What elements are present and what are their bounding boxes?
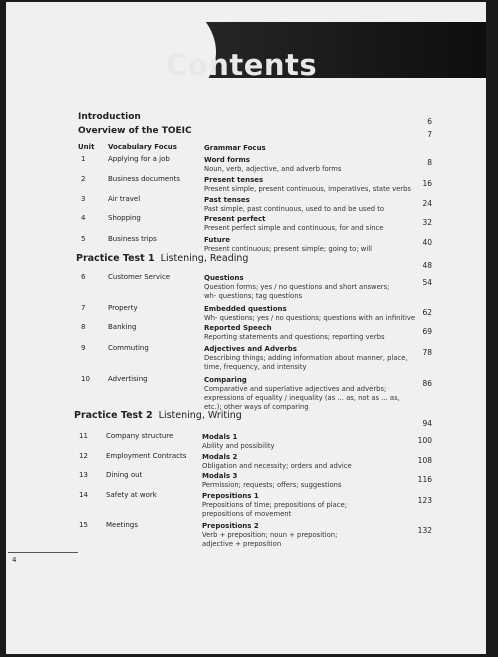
vocab-focus: Shopping: [108, 214, 141, 222]
page-number: 116: [417, 475, 432, 484]
grammar-description: Past simple, past continuous, used to and be used to: [204, 205, 385, 213]
grammar-description: Wh- questions; yes / no questions; questions with an infinitive: [204, 314, 416, 322]
practice-test-skills: Listening, Reading: [160, 253, 249, 264]
grammar-topic: Present tenses: [204, 176, 264, 184]
vocab-focus: Business documents: [108, 175, 181, 183]
unit-number: 5: [81, 235, 86, 243]
column-header-vocab: Vocabulary Focus: [108, 143, 177, 151]
grammar-description: Ability and possibility: [202, 442, 275, 450]
page-number: 86: [422, 379, 432, 388]
vocab-focus: Banking: [108, 323, 137, 331]
page-number: 100: [417, 436, 432, 445]
vocab-focus: Meetings: [106, 521, 138, 529]
column-header-unit: Unit: [78, 143, 95, 151]
practice-test-label: Practice Test 2: [74, 410, 153, 421]
grammar-topic: Embedded questions: [204, 305, 287, 313]
page-number: 78: [422, 348, 432, 357]
unit-number: 8: [81, 323, 86, 331]
unit-number: 11: [79, 432, 88, 440]
grammar-description: etc.); other ways of comparing: [204, 403, 309, 411]
grammar-topic: Modals 2: [202, 453, 238, 461]
page-number: 54: [422, 278, 432, 287]
page-number: 48: [422, 261, 432, 270]
grammar-description: Noun, verb, adjective, and adverb forms: [204, 165, 342, 173]
grammar-topic: Word forms: [204, 156, 250, 164]
page-number: 32: [422, 218, 432, 227]
unit-number: 12: [79, 452, 88, 460]
grammar-description: wh- questions; tag questions: [204, 292, 303, 300]
grammar-topic: Reported Speech: [204, 324, 272, 332]
vocab-focus: Dining out: [106, 471, 143, 479]
page-title: Contents: [166, 48, 318, 82]
unit-number: 7: [81, 304, 86, 312]
unit-number: 14: [79, 491, 88, 499]
unit-number: 10: [81, 375, 90, 383]
grammar-description: Reporting statements and questions; reporting verbs: [204, 333, 385, 341]
grammar-description: Question forms; yes / no questions and short answers;: [204, 283, 390, 291]
unit-number: 13: [79, 471, 88, 479]
page-number: 7: [427, 130, 432, 139]
page-number: 40: [422, 238, 432, 247]
page-number: 123: [417, 496, 432, 505]
vocab-focus: Applying for a job: [108, 155, 170, 163]
column-header-grammar: Grammar Focus: [204, 144, 266, 152]
grammar-description: expressions of equality / inequality (as ... as, not as ... as,: [204, 394, 400, 402]
page-number: 62: [422, 308, 432, 317]
practice-test-skills: Listening, Writing: [158, 410, 242, 421]
unit-number: 6: [81, 273, 86, 281]
page-number: 108: [417, 456, 432, 465]
grammar-topic: Modals 3: [202, 472, 238, 480]
practice-test-label: Practice Test 1: [76, 253, 155, 264]
unit-number: 4: [81, 214, 86, 222]
vocab-focus: Business trips: [108, 235, 157, 243]
grammar-description: time, frequency, and intensity: [204, 363, 307, 371]
grammar-description: Comparative and superlative adjectives and adverbs;: [204, 385, 387, 393]
vocab-focus: Property: [108, 304, 138, 312]
vocab-focus: Company structure: [106, 432, 174, 440]
page-number: 69: [422, 327, 432, 336]
grammar-description: Present simple, present continuous, imperatives, state verbs: [204, 185, 411, 193]
vocab-focus: Customer Service: [108, 273, 171, 281]
page-number: 24: [422, 199, 432, 208]
grammar-description: prepositions of movement: [202, 510, 292, 518]
grammar-description: Present perfect simple and continuous, for and since: [204, 224, 384, 232]
practice-test-heading: [76, 254, 248, 263]
grammar-description: Permission; requests; offers; suggestions: [202, 481, 342, 489]
vocab-focus: Air travel: [108, 195, 141, 203]
document-page: [6, 2, 486, 654]
unit-number: 1: [81, 155, 86, 163]
grammar-description: adjective + preposition: [202, 540, 282, 548]
vocab-focus: Safety at work: [106, 491, 157, 499]
practice-test-heading: [74, 411, 242, 420]
unit-number: 3: [81, 195, 86, 203]
unit-number: 9: [81, 344, 86, 352]
page-number: 8: [427, 158, 432, 167]
grammar-description: Prepositions of time; prepositions of place;: [202, 501, 348, 509]
unit-number: 2: [81, 175, 86, 183]
grammar-description: Verb + preposition; noun + preposition;: [202, 531, 338, 539]
footer-page-number: 4: [12, 556, 17, 564]
page-number: 132: [417, 526, 432, 535]
footer-rule: [8, 552, 78, 553]
vocab-focus: Advertising: [108, 375, 148, 383]
vocab-focus: Commuting: [108, 344, 149, 352]
grammar-topic: Adjectives and Adverbs: [204, 345, 297, 353]
overview-heading: Overview of the TOEIC: [78, 126, 192, 136]
grammar-topic: Present perfect: [204, 215, 266, 223]
unit-number: 15: [79, 521, 88, 529]
grammar-topic: Comparing: [204, 376, 247, 384]
grammar-topic: Prepositions 1: [202, 492, 259, 500]
grammar-topic: Past tenses: [204, 196, 250, 204]
page-number: 6: [427, 117, 432, 126]
grammar-topic: Prepositions 2: [202, 522, 259, 530]
vocab-focus: Employment Contracts: [106, 452, 187, 460]
page-number: 94: [422, 419, 432, 428]
grammar-topic: Questions: [204, 274, 244, 282]
grammar-description: Obligation and necessity; orders and advice: [202, 462, 352, 470]
grammar-topic: Modals 1: [202, 433, 238, 441]
grammar-description: Describing things; adding information about manner, place,: [204, 354, 408, 362]
introduction-heading: Introduction: [78, 112, 141, 122]
grammar-description: Present continuous; present simple; going to; will: [204, 245, 373, 253]
grammar-topic: Future: [204, 236, 230, 244]
page-number: 16: [422, 179, 432, 188]
